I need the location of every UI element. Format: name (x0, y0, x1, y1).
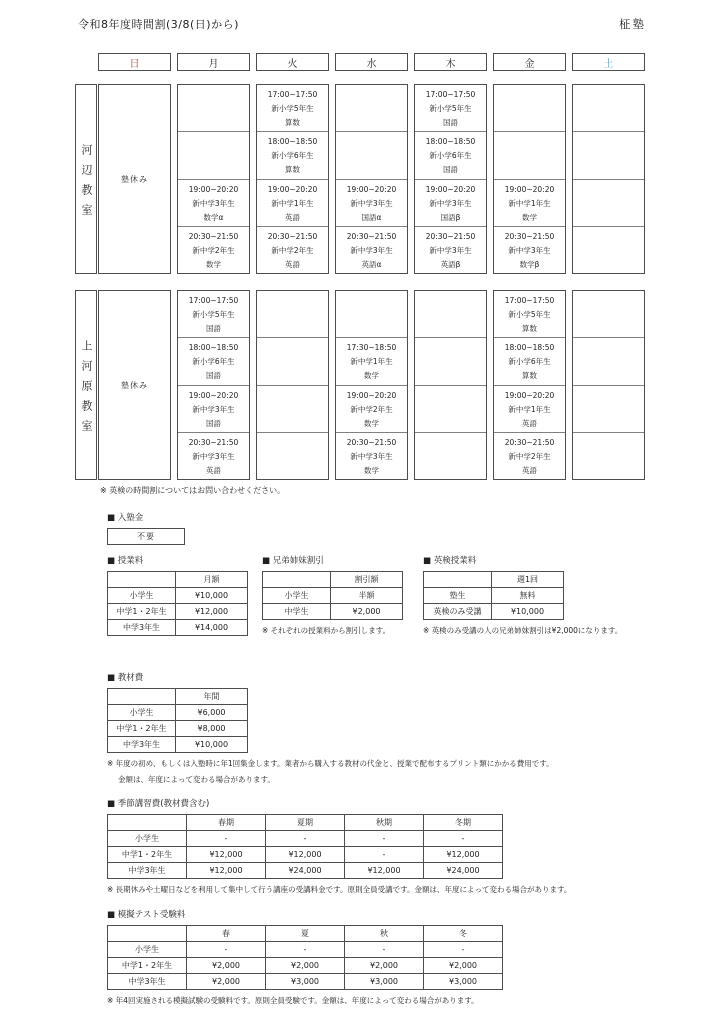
slot-time: 17:00~17:50 (267, 90, 318, 99)
section-note: ※ 英検のみ受講の人の兄弟姉妹割引は¥2,000になります。 (423, 626, 623, 635)
fee-header-cell: 夏 (266, 926, 345, 942)
fee-header-cell: 冬期 (424, 815, 503, 831)
slot-time: 20:30~21:50 (188, 231, 239, 241)
room-label: 上河原教室 (75, 290, 97, 480)
admission-value-box (107, 528, 185, 545)
schedule-cell (415, 85, 486, 131)
slot-subject: 国語 (206, 418, 221, 428)
fee-header-cell: 春 (187, 926, 266, 942)
fee-cell: - (345, 847, 424, 863)
slot-subject: 国語 (206, 324, 221, 333)
slot-subject: 算数 (522, 324, 537, 333)
slot-grade: 新中学2年生 (192, 245, 235, 255)
fee-cell: - (424, 831, 503, 847)
fee-cell: ¥3,000 (424, 974, 503, 990)
fee-cell: 中学生 (263, 604, 331, 620)
fee-header-cell: 夏期 (266, 815, 345, 831)
schedule-cell (257, 179, 328, 226)
fee-cell: ¥2,000 (424, 958, 503, 974)
slot-subject: 算数 (522, 371, 537, 381)
schedule-cell (494, 385, 565, 432)
day-column (493, 290, 566, 480)
slot-time: 20:30~21:50 (346, 437, 397, 447)
fee-row (108, 620, 248, 636)
day-header-cell: 月 (177, 53, 250, 71)
section-note: ※ 年度の初め、もしくは入塾時に年1回集金します。業者から購入する教材の代金と、授業で配布するプリント類にかかる費用です。 (107, 759, 554, 768)
slot-grade: 新中学1年生 (271, 198, 314, 208)
schedule-cell (178, 291, 249, 337)
slot-time: 17:00~17:50 (504, 296, 555, 305)
slot-grade: 新小学6年生 (271, 151, 314, 161)
fee-cell: ¥2,000 (345, 958, 424, 974)
slot-grade: 新中学1年生 (508, 198, 551, 208)
fee-cell: ¥8,000 (176, 721, 248, 737)
section-title: ■ 季節講習費(教材費含む) (107, 799, 210, 809)
fee-cell: ¥2,000 (266, 958, 345, 974)
fee-cell: ¥24,000 (266, 863, 345, 879)
day-column (335, 84, 408, 274)
day-header-cell: 日 (98, 53, 171, 71)
fee-row (263, 604, 403, 620)
slot-subject: 英語 (522, 418, 537, 428)
schedule-cell (257, 432, 328, 479)
slot-time: 17:00~17:50 (425, 90, 476, 99)
day-header-cell: 土 (572, 53, 645, 71)
schedule-cell (494, 85, 565, 131)
schedule-cell (573, 131, 644, 178)
fee-header-cell: 月額 (176, 572, 248, 588)
fee-cell: ¥10,000 (492, 604, 564, 620)
fee-row (108, 847, 503, 863)
slot-time: 20:30~21:50 (504, 437, 555, 447)
schedule-cell (415, 291, 486, 337)
slot-subject: 数学β (519, 259, 540, 269)
fee-cell: 塾生 (424, 588, 492, 604)
slot-time: 17:00~17:50 (188, 296, 239, 305)
closed-day-cell: 塾休み (121, 174, 148, 184)
schedule-cell (573, 337, 644, 384)
admission-section (107, 511, 185, 545)
slot-time: 20:30~21:50 (188, 437, 239, 447)
slot-time: 19:00~20:20 (188, 390, 239, 400)
fee-table (107, 571, 248, 636)
sibling-discount-section (262, 554, 403, 636)
schedule-cell (415, 385, 486, 432)
slot-subject: 国語 (443, 118, 458, 127)
slot-subject: 国語α (361, 212, 382, 222)
day-column (177, 84, 250, 274)
fee-row (108, 604, 248, 620)
fee-header-cell (108, 815, 187, 831)
section-title: ■ 入塾金 (107, 513, 144, 523)
schedule-cell (415, 337, 486, 384)
schedule-cell (178, 179, 249, 226)
schedule-cell (257, 337, 328, 384)
schedule-cell (573, 432, 644, 479)
slot-grade: 新中学3年生 (350, 198, 393, 208)
slot-time: 19:00~20:20 (267, 184, 318, 194)
schedule-cell (494, 337, 565, 384)
schedule-cell (336, 179, 407, 226)
fee-header-row (108, 572, 248, 588)
schedule-cell (178, 432, 249, 479)
fee-cell: ¥2,000 (331, 604, 403, 620)
day-header-cell: 金 (493, 53, 566, 71)
schedule-cell (494, 291, 565, 337)
slot-subject: 算数 (285, 165, 300, 175)
day-column (572, 84, 645, 274)
section-title: ■ 英検授業料 (423, 556, 477, 566)
section-note: ※ 長期休みや土曜日などを利用して集中して行う講座の受講料金です。原則全員受講です。金額は、年度によって変わる場合があります。 (107, 885, 572, 894)
schedule-cell (336, 131, 407, 178)
day-column (98, 84, 171, 274)
fee-cell: ¥12,000 (345, 863, 424, 879)
fee-cell: - (424, 942, 503, 958)
schedule-cell (415, 432, 486, 479)
fee-cell: 小学生 (108, 942, 187, 958)
slot-grade: 新小学6年生 (192, 357, 235, 367)
slot-time: 18:00~18:50 (267, 137, 318, 147)
fee-row (108, 831, 503, 847)
slot-grade: 新中学3年生 (429, 245, 472, 255)
schedule-cell (573, 85, 644, 131)
fee-cell: - (345, 831, 424, 847)
fee-cell: 無料 (492, 588, 564, 604)
fee-cell: ¥24,000 (424, 863, 503, 879)
fee-header-cell (108, 689, 176, 705)
schedule-cell (494, 432, 565, 479)
schedule-cell (573, 226, 644, 273)
schedule-cell (257, 385, 328, 432)
slot-time: 20:30~21:50 (504, 231, 555, 241)
fee-row (108, 863, 503, 879)
slot-time: 19:00~20:20 (425, 184, 476, 194)
fee-cell: ¥12,000 (424, 847, 503, 863)
fee-row (108, 737, 248, 753)
slot-grade: 新中学3年生 (192, 198, 235, 208)
fee-row (108, 705, 248, 721)
fee-table (423, 571, 564, 620)
schedule-cell (257, 291, 328, 337)
slot-subject: 数学 (364, 371, 379, 381)
schedule-cell (178, 337, 249, 384)
mock-test-fee-section (107, 908, 503, 1006)
day-header-cell: 木 (414, 53, 487, 71)
slot-subject: 英語 (522, 465, 537, 475)
fee-cell: 半額 (331, 588, 403, 604)
fee-cell: 中学3年生 (108, 974, 187, 990)
slot-grade: 新中学3年生 (350, 245, 393, 255)
section-title: ■ 授業料 (107, 556, 144, 566)
schedule-cell (336, 85, 407, 131)
fee-cell: ¥2,000 (187, 958, 266, 974)
fee-row (108, 974, 503, 990)
slot-grade: 新小学6年生 (508, 357, 551, 367)
slot-time: 19:00~20:20 (504, 184, 555, 194)
slot-grade: 新小学5年生 (508, 310, 551, 319)
fee-row (424, 604, 564, 620)
slot-time: 18:00~18:50 (188, 343, 239, 353)
slot-time: 19:00~20:20 (504, 390, 555, 400)
seasonal-course-fee-section (107, 797, 571, 895)
slot-time: 18:00~18:50 (504, 343, 555, 353)
schedule-cell (178, 85, 249, 131)
slot-subject: 数学 (206, 259, 221, 269)
schedule-cell (415, 131, 486, 178)
slot-subject: 英語α (361, 259, 382, 269)
fee-header-cell: 秋期 (345, 815, 424, 831)
slot-subject: 英語 (285, 259, 300, 269)
slot-subject: 国語 (206, 371, 221, 381)
room-columns (98, 290, 645, 480)
fee-cell: 中学1・2年生 (108, 958, 187, 974)
room-label: 河辺教室 (75, 84, 97, 274)
slot-time: 20:30~21:50 (425, 231, 476, 241)
day-column (335, 290, 408, 480)
slot-subject: 数学 (364, 465, 379, 475)
fee-cell: ¥10,000 (176, 737, 248, 753)
slot-time: 18:00~18:50 (425, 137, 476, 147)
day-column (177, 290, 250, 480)
fee-cell: ¥3,000 (266, 974, 345, 990)
fee-cell: 小学生 (108, 831, 187, 847)
fee-header-row (108, 815, 503, 831)
slot-time: 20:30~21:50 (346, 231, 397, 241)
section-note: ※ それぞれの授業料から割引します。 (262, 626, 391, 635)
materials-fee-section (107, 671, 554, 785)
fee-cell: - (187, 942, 266, 958)
day-header-cell: 火 (256, 53, 329, 71)
slot-grade: 新中学2年生 (271, 245, 314, 255)
schedule-cell (494, 226, 565, 273)
fee-row (108, 721, 248, 737)
schedule-cell (494, 179, 565, 226)
fee-row (108, 942, 503, 958)
fee-header-cell: 秋 (345, 926, 424, 942)
slot-grade: 新中学3年生 (429, 198, 472, 208)
slot-grade: 新中学3年生 (192, 451, 235, 461)
section-note: 金額は、年度によって変わる場合があります。 (118, 775, 275, 784)
fee-cell: ¥2,000 (187, 974, 266, 990)
slot-time: 20:30~21:50 (267, 231, 318, 241)
fee-row (108, 958, 503, 974)
fee-cell: ¥12,000 (187, 863, 266, 879)
admission-value: 不要 (137, 532, 155, 541)
slot-grade: 新中学3年生 (192, 404, 235, 414)
schedule-cell (257, 226, 328, 273)
fee-cell: ¥6,000 (176, 705, 248, 721)
page-title: 令和8年度時間割(3/8(日)から) (78, 18, 239, 31)
fee-header-cell (108, 926, 187, 942)
fee-cell: 中学3年生 (108, 737, 176, 753)
schedule-cell (257, 85, 328, 131)
slot-time: 19:00~20:20 (346, 390, 397, 400)
fee-header-row (424, 572, 564, 588)
fee-row (108, 588, 248, 604)
day-header-row (98, 53, 645, 71)
fee-header-cell (263, 572, 331, 588)
day-column (414, 290, 487, 480)
fee-cell: ¥10,000 (176, 588, 248, 604)
fee-cell: ¥3,000 (345, 974, 424, 990)
day-column (256, 84, 329, 274)
fee-cell: 英検のみ受講 (424, 604, 492, 620)
fee-header-row (263, 572, 403, 588)
schedule-cell (178, 385, 249, 432)
slot-subject: 英語 (206, 465, 221, 475)
fee-header-cell: 春期 (187, 815, 266, 831)
slot-grade: 新小学6年生 (429, 151, 472, 161)
timetable-footnote: ※ 英検の時間割についてはお問い合わせください。 (100, 486, 286, 495)
fee-cell: - (266, 942, 345, 958)
fee-table (107, 814, 503, 879)
slot-grade: 新中学3年生 (350, 451, 393, 461)
slot-subject: 国語β (440, 212, 461, 222)
fee-cell: 中学3年生 (108, 620, 176, 636)
closed-day-cell: 塾休み (121, 380, 148, 390)
schedule-cell (415, 226, 486, 273)
slot-grade: 新中学3年生 (508, 245, 551, 255)
slot-subject: 数学 (522, 212, 537, 222)
fee-cell: ¥14,000 (176, 620, 248, 636)
schedule-cell (573, 385, 644, 432)
slot-subject: 数学 (364, 418, 379, 428)
fee-cell: ¥12,000 (187, 847, 266, 863)
section-note: ※ 年4回実施される模擬試験の受験料です。原則全員受験です。金額は、年度によって変わる場合があります。 (107, 996, 479, 1005)
slot-subject: 数学α (203, 212, 224, 222)
slot-grade: 新小学5年生 (429, 104, 472, 113)
fee-header-cell (108, 572, 176, 588)
tuition-section (107, 554, 248, 636)
slot-subject: 英語β (440, 259, 461, 269)
slot-grade: 新小学5年生 (192, 310, 235, 319)
room-section (75, 84, 645, 274)
day-column (572, 290, 645, 480)
fee-header-cell (424, 572, 492, 588)
day-column (256, 290, 329, 480)
fee-cell: ¥12,000 (266, 847, 345, 863)
schedule-cell (494, 131, 565, 178)
fee-header-row (108, 689, 248, 705)
section-title: ■ 模擬テスト受験料 (107, 910, 186, 920)
slot-subject: 国語 (443, 165, 458, 175)
fee-table (262, 571, 403, 620)
slot-time: 19:00~20:20 (346, 184, 397, 194)
schedule-cell (573, 291, 644, 337)
slot-subject: 英語 (285, 212, 300, 222)
fee-table (107, 925, 503, 990)
schedule-cell (336, 432, 407, 479)
fee-header-cell: 割引額 (331, 572, 403, 588)
section-title: ■ 教材費 (107, 673, 144, 683)
school-name: 柾塾 (619, 17, 646, 31)
day-column (98, 290, 171, 480)
fee-cell: 中学1・2年生 (108, 604, 176, 620)
fee-header-cell: 年間 (176, 689, 248, 705)
room-section (75, 290, 645, 480)
schedule-cell (257, 131, 328, 178)
fee-cell: - (266, 831, 345, 847)
schedule-cell (573, 179, 644, 226)
fee-cell: 小学生 (263, 588, 331, 604)
room-columns (98, 84, 645, 274)
section-title: ■ 兄弟姉妹割引 (262, 556, 324, 566)
schedule-cell (178, 131, 249, 178)
fee-cell: 中学1・2年生 (108, 721, 176, 737)
day-column (493, 84, 566, 274)
schedule-cell (336, 385, 407, 432)
slot-grade: 新中学1年生 (350, 357, 393, 367)
day-header-cell: 水 (335, 53, 408, 71)
day-column (414, 84, 487, 274)
fee-cell: - (187, 831, 266, 847)
fee-cell: 小学生 (108, 588, 176, 604)
slot-grade: 新小学5年生 (271, 104, 314, 113)
schedule-cell (415, 179, 486, 226)
eiken-fee-section (423, 554, 622, 636)
fee-cell: 小学生 (108, 705, 176, 721)
fee-cell: ¥12,000 (176, 604, 248, 620)
schedule-cell (336, 291, 407, 337)
fee-header-row (108, 926, 503, 942)
fee-row (424, 588, 564, 604)
slot-subject: 算数 (285, 118, 300, 127)
fee-cell: 中学3年生 (108, 863, 187, 879)
slot-time: 17:30~18:50 (346, 343, 397, 353)
slot-grade: 新中学2年生 (350, 404, 393, 414)
slot-grade: 新中学2年生 (508, 451, 551, 461)
schedule-cell (336, 337, 407, 384)
slot-time: 19:00~20:20 (188, 184, 239, 194)
fee-header-cell: 冬 (424, 926, 503, 942)
slot-grade: 新中学1年生 (508, 404, 551, 414)
schedule-cell (178, 226, 249, 273)
schedule-cell (336, 226, 407, 273)
fee-row (263, 588, 403, 604)
fee-cell: 中学1・2年生 (108, 847, 187, 863)
fee-table (107, 688, 248, 753)
fee-header-cell: 週1回 (492, 572, 564, 588)
fee-cell: - (345, 942, 424, 958)
